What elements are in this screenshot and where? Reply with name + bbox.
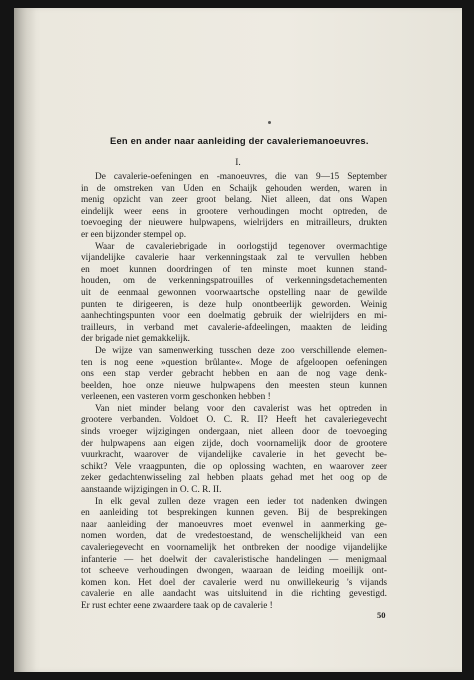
text-line: naar aanleiding der manoeuvres moet evenwel in aanmerking ge- [81, 519, 387, 530]
text-line: schikt? Vele vraagpunten, die op oplossing wachten, en waarover zeer [81, 461, 387, 472]
text-line: komen kon. Het doel der cavalerie werd nu onwillekeurig 's vijands [81, 577, 387, 588]
text-line: der hulpwapens aan eigen zijde, doch voornamelijk door de grootere [81, 438, 387, 449]
article-heading: Een en ander naar aanleiding der cavaleriemanoeuvres. [110, 135, 369, 146]
section-number: I. [235, 158, 241, 168]
page-gutter-shadow [14, 8, 36, 672]
text-line: der brigade niet gemakkelijk. [81, 334, 190, 345]
text-line: In elk geval zullen deze vragen een ieder tot nadenken dwingen [95, 496, 387, 507]
text-line: Er rust echter eene zwaardere taak op de cavalerie ! [81, 600, 273, 611]
article-body [81, 172, 387, 613]
text-line: aanstaande wijzigingen in O. C. R. II. [81, 485, 222, 496]
text-line: cavalerie en alle aandacht was uitsluitend in die richting gevestigd. [81, 589, 387, 600]
text-line: beelden, hoe onze nieuwe hulpwapens den meesten steun kunnen [81, 380, 387, 391]
text-line: tot scheeve verhoudingen dwongen, waaraan de leiding moeilijk ont- [81, 566, 387, 577]
text-line: uit de eenmaal gewonnen voorwaartsche opstelling naar de gewilde [81, 287, 387, 298]
text-line: ons een stap verder gebracht hebben en aan de nog vage denk- [81, 369, 387, 380]
text-line: Waar de cavaleriebrigade in oorlogstijd tegenover overmachtige [95, 241, 387, 252]
text-line: cavaleriegevecht en voornamelijk het ontbreken der noodige vijandelijke [81, 543, 387, 553]
text-line: en aanleiding tot besprekingen kunnen geven. Bij de besprekingen [81, 508, 387, 519]
text-line: trailleurs, in verband met cavalerie-afdeelingen, maakten de leiding [81, 322, 387, 333]
text-line: vijandelijke cavalerie haar verkenningstaak zal te vervullen hebben [81, 253, 387, 264]
text-line: Van niet minder belang voor den cavalerist was het optreden in [95, 403, 387, 414]
text-line: vuurkracht, waarover de vijandelijke cavalerie in het gevecht be- [81, 450, 387, 461]
text-line: houden, om de verkenningspatrouilles of verkenningsdetachementen [81, 276, 387, 287]
text-line: zeker gedachtenwisseling zal hebben plaats gehad met het oog op de [81, 473, 387, 484]
ink-dot [268, 121, 271, 124]
text-line: in de omstreken van Uden en Schaijk gehouden werden, waren in [81, 183, 387, 194]
text-line: infanterie — het doelwit der cavaleristische handelingen — menigmaal [81, 554, 387, 565]
text-line: er een bijzonder stempel op. [81, 229, 187, 240]
text-line: eindelijk weer eens in grootere verhoudingen mocht optreden, de [81, 206, 387, 217]
text-line: verleenen, een vasteren vorm geschonken hebben ! [81, 392, 271, 403]
text-line: De cavalerie-oefeningen en -manoeuvres, die van 9—15 September [95, 172, 387, 182]
text-line: grootere verbanden. Voldoet O. C. R. II? Heeft het cavaleriegevecht [81, 415, 387, 426]
text-line: menig opzicht van zeer groot belang. Niet alleen, dat ons Wapen [81, 195, 387, 206]
text-line: sinds vroeger wijzigingen ondergaan, niet alleen door de toevoeging [81, 427, 387, 438]
text-line: nomen worden, dat de vredestoestand, de wenschelijkheid van een [81, 531, 387, 542]
text-line: De wijze van samenwerking tusschen deze zoo verschillende elemen- [95, 345, 387, 356]
book-page [14, 8, 462, 672]
text-line: aanhechtingspunten voor een doelmatig gebruik der wielrijders en mi- [81, 311, 387, 322]
text-line: toevoeging der nieuwere hulpwapens, wielrijders en mitrailleurs, drukten [81, 218, 387, 229]
text-line: ten is nog eene »question brûlante«. Moge de afgeloopen oefeningen [81, 357, 387, 368]
text-line: punten te dirigeeren, is deze hulp onontbeerlijk geworden. Weinig [81, 299, 387, 310]
page-number: 50 [377, 610, 386, 620]
text-line: en moet kunnen doordringen of ten minste moet kunnen stand- [81, 264, 387, 275]
